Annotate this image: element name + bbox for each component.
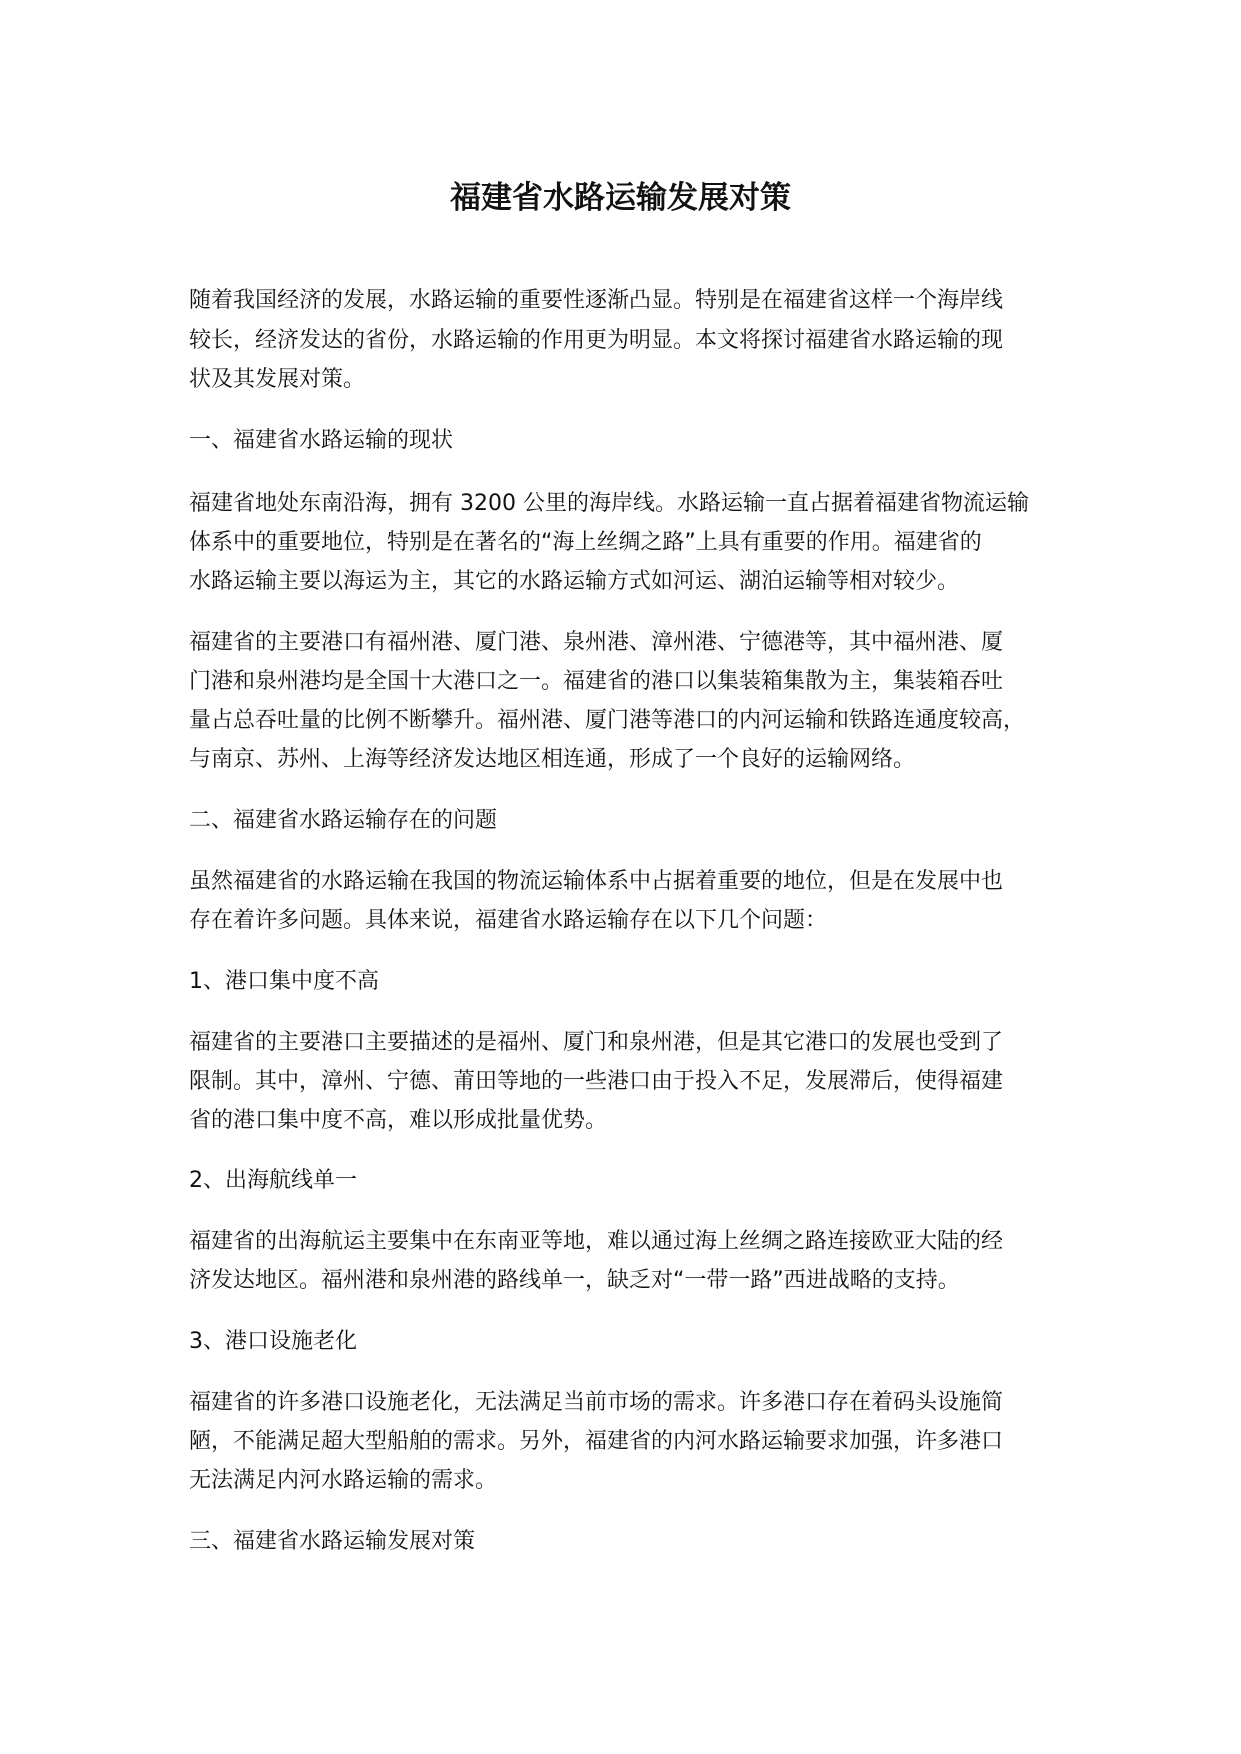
ports-line-1: 福建省的主要港口有福州港、厦门港、泉州港、漳州港、宁德港等，其中福州港、厦 <box>189 630 1004 655</box>
status-line-1: 福建省地处东南沿海，拥有 3200 公里的海岸线。水路运输一直占据着福建省物流运输 <box>189 491 1029 516</box>
concentration-line-3: 省的港口集中度不高，难以形成批量优势。 <box>189 1108 608 1133</box>
status-line-2: 体系中的重要地位，特别是在著名的“海上丝绸之路”上具有重要的作用。福建省的 <box>189 530 982 555</box>
problems-line-1: 虽然福建省的水路运输在我国的物流运输体系中占据着重要的地位，但是在发展中也 <box>189 869 1004 894</box>
routes-line-1: 福建省的出海航运主要集中在东南亚等地，难以通过海上丝绸之路连接欧亚大陆的经 <box>189 1229 1004 1254</box>
section-heading-2: 二、福建省水路运输存在的问题 <box>189 808 498 833</box>
section-heading-3: 三、福建省水路运输发展对策 <box>189 1529 476 1554</box>
intro-line-1: 随着我国经济的发展，水路运输的重要性逐渐凸显。特别是在福建省这样一个海岸线 <box>189 288 1004 313</box>
facilities-line-1: 福建省的许多港口设施老化，无法满足当前市场的需求。许多港口存在着码头设施简 <box>189 1390 1004 1415</box>
concentration-line-2: 限制。其中，漳州、宁德、莆田等地的一些港口由于投入不足，发展滞后，使得福建 <box>189 1069 1004 1094</box>
intro-line-3: 状及其发展对策。 <box>189 367 366 392</box>
ports-line-3: 量占总吞吐量的比例不断攀升。福州港、厦门港等港口的内河运输和铁路连通度较高， <box>189 708 1026 733</box>
concentration-line-1: 福建省的主要港口主要描述的是福州、厦门和泉州港，但是其它港口的发展也受到了 <box>189 1030 1004 1055</box>
problems-line-2: 存在着许多问题。具体来说，福建省水路运输存在以下几个问题： <box>189 908 828 933</box>
ports-line-4: 与南京、苏州、上海等经济发达地区相连通，形成了一个良好的运输网络。 <box>189 747 916 772</box>
subheading-1: 1、港口集中度不高 <box>189 969 379 994</box>
section-heading-1: 一、福建省水路运输的现状 <box>189 428 454 453</box>
intro-line-2: 较长，经济发达的省份，水路运输的作用更为明显。本文将探讨福建省水路运输的现 <box>189 328 1004 353</box>
routes-line-2: 济发达地区。福州港和泉州港的路线单一，缺乏对“一带一路”西进战略的支持。 <box>189 1268 960 1293</box>
subheading-3: 3、港口设施老化 <box>189 1329 357 1354</box>
document-title: 福建省水路运输发展对策 <box>450 180 791 216</box>
subheading-2: 2、出海航线单一 <box>189 1168 357 1193</box>
facilities-line-3: 无法满足内河水路运输的需求。 <box>189 1468 498 1493</box>
ports-line-2: 门港和泉州港均是全国十大港口之一。福建省的港口以集装箱集散为主，集装箱吞吐 <box>189 669 1004 694</box>
facilities-line-2: 陋，不能满足超大型船舶的需求。另外，福建省的内河水路运输要求加强，许多港口 <box>189 1429 1004 1454</box>
status-line-3: 水路运输主要以海运为主，其它的水路运输方式如河运、湖泊运输等相对较少。 <box>189 569 960 594</box>
